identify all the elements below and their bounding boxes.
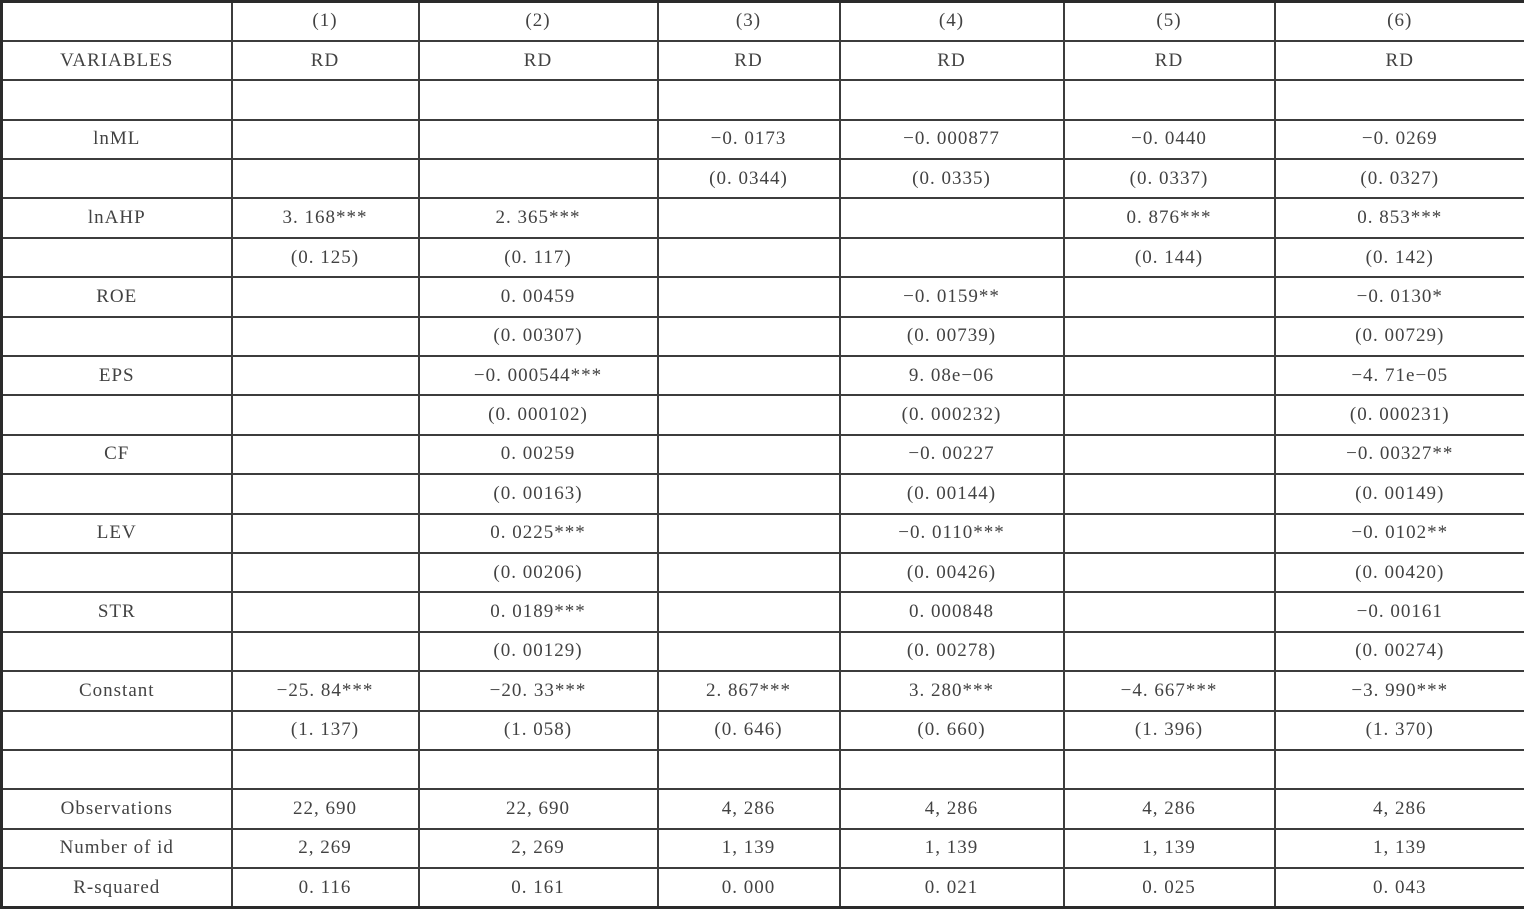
- coef-cell: [232, 356, 419, 395]
- coef-cell: 0. 0225***: [419, 514, 658, 553]
- table-cell: [658, 80, 840, 119]
- se-cell: (0. 144): [1064, 238, 1275, 277]
- coef-cell: −0. 00161: [1275, 592, 1524, 631]
- se-cell: (1. 058): [419, 711, 658, 750]
- row-lev-coef: [2, 514, 1524, 553]
- row-label: Number of id: [2, 829, 232, 868]
- stat-cell: 0. 025: [1064, 868, 1275, 907]
- stat-cell: 1, 139: [1064, 829, 1275, 868]
- se-cell: (0. 0327): [1275, 159, 1524, 198]
- se-cell: (0. 00274): [1275, 632, 1524, 671]
- se-cell: (0. 00129): [419, 632, 658, 671]
- coef-cell: [232, 514, 419, 553]
- coef-cell: 0. 876***: [1064, 198, 1275, 237]
- stat-cell: 22, 690: [419, 789, 658, 828]
- stat-cell: 2, 269: [232, 829, 419, 868]
- se-cell: (0. 0337): [1064, 159, 1275, 198]
- se-cell: (0. 000102): [419, 395, 658, 434]
- row-lnml-coef: [2, 120, 1524, 159]
- coef-cell: [658, 592, 840, 631]
- coef-cell: −0. 00327**: [1275, 435, 1524, 474]
- stat-cell: 1, 139: [658, 829, 840, 868]
- stat-cell: 0. 043: [1275, 868, 1524, 907]
- dep-var-header: RD: [840, 41, 1064, 80]
- coef-cell: 3. 280***: [840, 671, 1064, 710]
- coef-cell: −0. 0130*: [1275, 277, 1524, 316]
- row-cf-se: [2, 474, 1524, 513]
- column-header: (6): [1275, 2, 1524, 41]
- coef-cell: 0. 00259: [419, 435, 658, 474]
- se-cell: (0. 00278): [840, 632, 1064, 671]
- row-cf-coef: [2, 435, 1524, 474]
- coef-cell: −4. 71e−05: [1275, 356, 1524, 395]
- stat-cell: 1, 139: [840, 829, 1064, 868]
- dep-var-header: RD: [1275, 41, 1524, 80]
- row-roe-se: [2, 317, 1524, 356]
- se-cell: (0. 00739): [840, 317, 1064, 356]
- table-cell: [419, 750, 658, 789]
- coef-cell: 0. 00459: [419, 277, 658, 316]
- coef-cell: [1064, 356, 1275, 395]
- se-cell: (0. 0335): [840, 159, 1064, 198]
- se-cell: (0. 0344): [658, 159, 840, 198]
- se-cell: [658, 238, 840, 277]
- coef-cell: [419, 120, 658, 159]
- row-label: lnAHP: [2, 198, 232, 237]
- stat-cell: 1, 139: [1275, 829, 1524, 868]
- dep-var-header: RD: [1064, 41, 1275, 80]
- se-cell: (1. 370): [1275, 711, 1524, 750]
- se-cell: [658, 317, 840, 356]
- row-number-of-id: [2, 829, 1524, 868]
- se-cell: (0. 00206): [419, 553, 658, 592]
- se-cell: (1. 396): [1064, 711, 1275, 750]
- column-header: (5): [1064, 2, 1275, 41]
- se-cell: (0. 142): [1275, 238, 1524, 277]
- row-constant-coef: [2, 671, 1524, 710]
- coef-cell: [232, 277, 419, 316]
- se-cell: (0. 660): [840, 711, 1064, 750]
- coef-cell: −0. 0440: [1064, 120, 1275, 159]
- variables-header-row: [2, 41, 1524, 80]
- coef-cell: −0. 0269: [1275, 120, 1524, 159]
- row-r-squared: [2, 868, 1524, 907]
- coef-cell: −25. 84***: [232, 671, 419, 710]
- coef-cell: [658, 198, 840, 237]
- coef-cell: [1064, 592, 1275, 631]
- coef-cell: [658, 514, 840, 553]
- row-label: [2, 711, 232, 750]
- se-cell: (0. 000231): [1275, 395, 1524, 434]
- se-cell: [1064, 317, 1275, 356]
- row-lev-se: [2, 553, 1524, 592]
- table-cell: [1275, 750, 1524, 789]
- coef-cell: −0. 0159**: [840, 277, 1064, 316]
- coef-cell: −4. 667***: [1064, 671, 1275, 710]
- se-cell: [840, 238, 1064, 277]
- table-cell: [419, 80, 658, 119]
- coef-cell: [1064, 435, 1275, 474]
- row-label: R-squared: [2, 868, 232, 907]
- column-header: (3): [658, 2, 840, 41]
- se-cell: (0. 00307): [419, 317, 658, 356]
- coef-cell: 3. 168***: [232, 198, 419, 237]
- table-cell: [1064, 80, 1275, 119]
- row-label: [2, 632, 232, 671]
- se-cell: (0. 00420): [1275, 553, 1524, 592]
- model-number-header-row: [2, 2, 1524, 41]
- stat-cell: 0. 000: [658, 868, 840, 907]
- row-label: [2, 553, 232, 592]
- se-cell: [419, 159, 658, 198]
- row-label: lnML: [2, 120, 232, 159]
- row-label: [2, 750, 232, 789]
- row-label: ROE: [2, 277, 232, 316]
- stat-cell: 4, 286: [840, 789, 1064, 828]
- stat-cell: 4, 286: [1275, 789, 1524, 828]
- se-cell: (0. 000232): [840, 395, 1064, 434]
- variables-header: VARIABLES: [2, 41, 232, 80]
- se-cell: [1064, 632, 1275, 671]
- spacer-row: [2, 750, 1524, 789]
- row-label: Observations: [2, 789, 232, 828]
- se-cell: (0. 00144): [840, 474, 1064, 513]
- coef-cell: −3. 990***: [1275, 671, 1524, 710]
- row-label: [2, 317, 232, 356]
- se-cell: [232, 395, 419, 434]
- se-cell: [658, 553, 840, 592]
- se-cell: (0. 125): [232, 238, 419, 277]
- row-str-coef: [2, 592, 1524, 631]
- se-cell: [658, 474, 840, 513]
- coef-cell: −0. 000544***: [419, 356, 658, 395]
- coef-cell: 0. 000848: [840, 592, 1064, 631]
- row-label: LEV: [2, 514, 232, 553]
- dep-var-header: RD: [419, 41, 658, 80]
- coef-cell: 0. 853***: [1275, 198, 1524, 237]
- se-cell: [232, 553, 419, 592]
- row-roe-coef: [2, 277, 1524, 316]
- coef-cell: 0. 0189***: [419, 592, 658, 631]
- row-label: Constant: [2, 671, 232, 710]
- se-cell: (0. 00426): [840, 553, 1064, 592]
- se-cell: [232, 632, 419, 671]
- stat-cell: 22, 690: [232, 789, 419, 828]
- coef-cell: −0. 0102**: [1275, 514, 1524, 553]
- dep-var-header: RD: [658, 41, 840, 80]
- stat-cell: 0. 161: [419, 868, 658, 907]
- se-cell: [1064, 474, 1275, 513]
- stat-cell: 4, 286: [1064, 789, 1275, 828]
- column-header: (2): [419, 2, 658, 41]
- coef-cell: [232, 435, 419, 474]
- coef-cell: −0. 0110***: [840, 514, 1064, 553]
- table-cell: [840, 80, 1064, 119]
- row-label: [2, 238, 232, 277]
- row-label: STR: [2, 592, 232, 631]
- se-cell: [658, 395, 840, 434]
- table-cell: [232, 80, 419, 119]
- stat-cell: 2, 269: [419, 829, 658, 868]
- row-label: CF: [2, 435, 232, 474]
- coef-cell: 2. 867***: [658, 671, 840, 710]
- se-cell: [1064, 553, 1275, 592]
- coef-cell: [1064, 277, 1275, 316]
- se-cell: (0. 646): [658, 711, 840, 750]
- table-cell: [840, 750, 1064, 789]
- corner-cell: [2, 2, 232, 41]
- column-header: (1): [232, 2, 419, 41]
- coef-cell: −20. 33***: [419, 671, 658, 710]
- table-cell: [1064, 750, 1275, 789]
- se-cell: (0. 00729): [1275, 317, 1524, 356]
- row-constant-se: [2, 711, 1524, 750]
- se-cell: (0. 00163): [419, 474, 658, 513]
- coef-cell: −0. 0173: [658, 120, 840, 159]
- row-lnahp-coef: [2, 198, 1524, 237]
- row-label: EPS: [2, 356, 232, 395]
- coef-cell: 2. 365***: [419, 198, 658, 237]
- coef-cell: 9. 08e−06: [840, 356, 1064, 395]
- coef-cell: [840, 198, 1064, 237]
- coef-cell: [232, 120, 419, 159]
- se-cell: [232, 159, 419, 198]
- row-eps-se: [2, 395, 1524, 434]
- stat-cell: 0. 021: [840, 868, 1064, 907]
- coef-cell: [658, 356, 840, 395]
- coef-cell: −0. 00227: [840, 435, 1064, 474]
- table-cell: [1275, 80, 1524, 119]
- spacer-row: [2, 80, 1524, 119]
- coef-cell: −0. 000877: [840, 120, 1064, 159]
- row-label: [2, 395, 232, 434]
- se-cell: [232, 317, 419, 356]
- se-cell: [658, 632, 840, 671]
- dep-var-header: RD: [232, 41, 419, 80]
- se-cell: (0. 117): [419, 238, 658, 277]
- row-label: [2, 80, 232, 119]
- row-str-se: [2, 632, 1524, 671]
- coef-cell: [232, 592, 419, 631]
- table-cell: [658, 750, 840, 789]
- row-label: [2, 159, 232, 198]
- row-lnahp-se: [2, 238, 1524, 277]
- row-observations: [2, 789, 1524, 828]
- coef-cell: [1064, 514, 1275, 553]
- row-label: [2, 474, 232, 513]
- stat-cell: 0. 116: [232, 868, 419, 907]
- table-cell: [232, 750, 419, 789]
- se-cell: [1064, 395, 1275, 434]
- row-lnml-se: [2, 159, 1524, 198]
- coef-cell: [658, 277, 840, 316]
- se-cell: (0. 00149): [1275, 474, 1524, 513]
- se-cell: (1. 137): [232, 711, 419, 750]
- column-header: (4): [840, 2, 1064, 41]
- stat-cell: 4, 286: [658, 789, 840, 828]
- se-cell: [232, 474, 419, 513]
- coef-cell: [658, 435, 840, 474]
- row-eps-coef: [2, 356, 1524, 395]
